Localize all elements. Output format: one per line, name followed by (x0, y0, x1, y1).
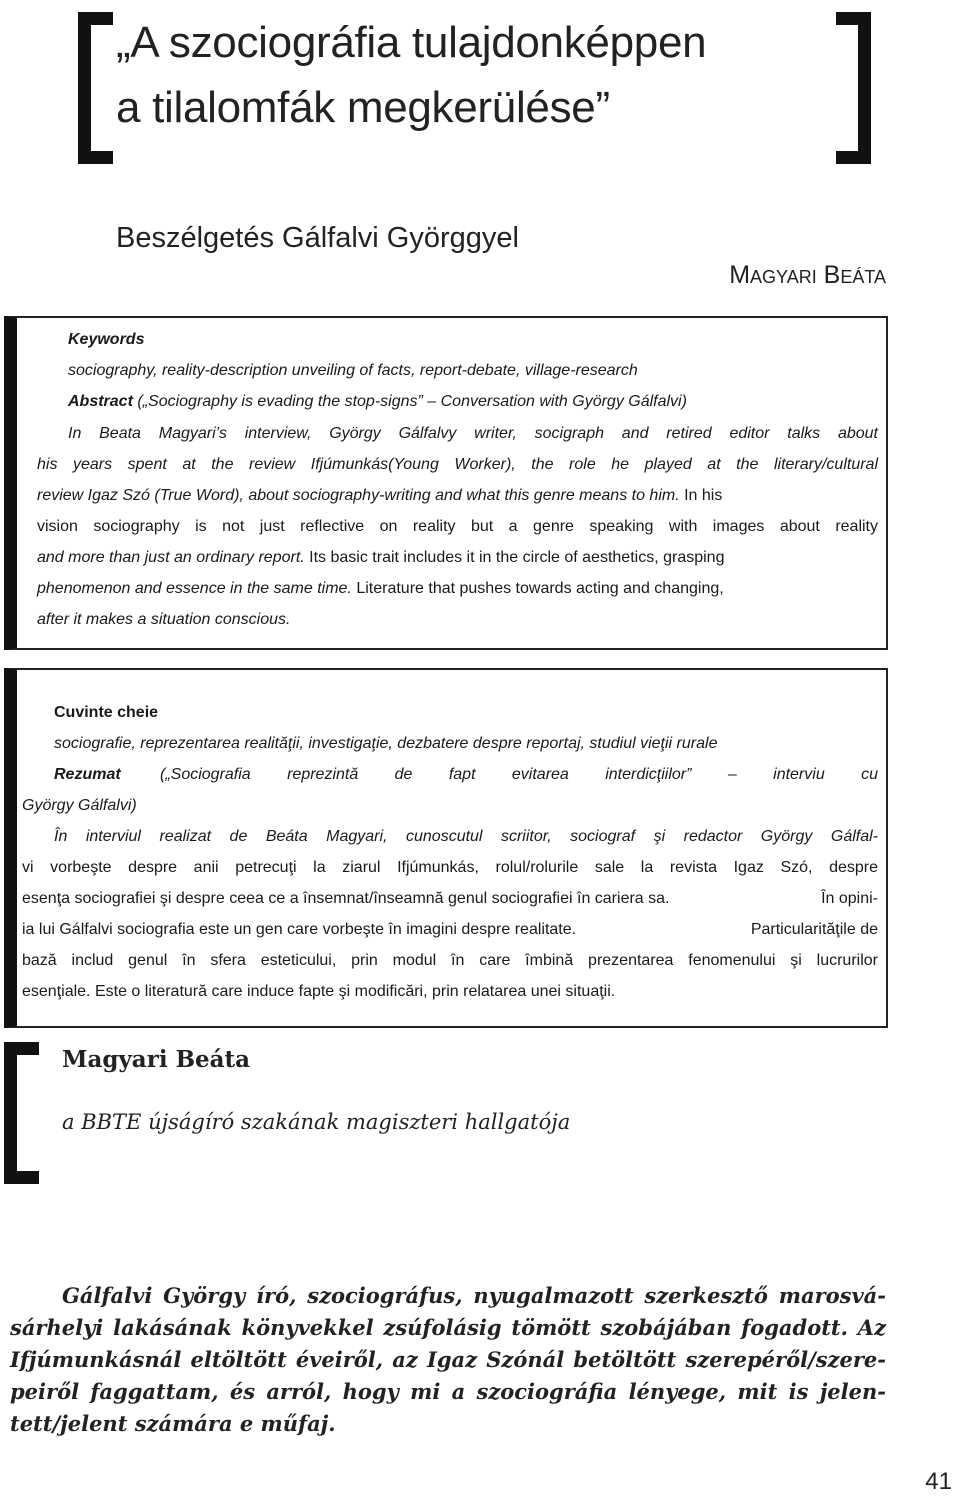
rezumat-line-4b: Particularităţile de (750, 921, 878, 938)
abstract-line-5a: and more than just an ordinary report. (37, 549, 305, 566)
rezumat-line-1: În interviul realizat de Beáta Magyari, cunoscutul scriitor, sociograf şi redactor György Gálfal- (54, 828, 878, 845)
abstract-line-6b: Literature that pushes towards acting and changing, (356, 580, 724, 597)
rezumat-title-line-1: („Sociografia reprezintă de fapt evitarea interdicţiilor” – interviu cu (160, 766, 878, 783)
bio-left-bracket (4, 1042, 39, 1184)
abstract-line-1: In Beata Magyari’s interview, György Gálfalvy writer, socigraph and retired editor talks about (68, 425, 878, 442)
abstract-line-2: his years spent at the review Ifjúmunkás(Young Worker), the role he played at the literary/cultural (37, 456, 878, 473)
rezumat-line-4 (22, 920, 878, 940)
abstract-line-6a: phenomenon and essence in the same time. (37, 580, 352, 597)
title-left-bracket (78, 12, 113, 164)
title-right-bracket (836, 12, 871, 164)
rezumat-line-3a: esenţa sociografiei şi despre ceea ce a însemnat/înseamnă genul sociografiei în cariera sa. (22, 890, 670, 907)
rezumat-line-6b: Este o literatură care induce fapte şi modificări, prin relatarea unei situaţii. (94, 983, 616, 1000)
keywords-label: Keywords (68, 331, 145, 348)
intro-line-4: peiről faggattam, és arról, hogy mi a szociográfia lényege, mit is jelen- (10, 1379, 886, 1404)
article-title-line-2: a tilalomfák megkerülése” (116, 83, 610, 132)
abstract-line-5b: Its basic trait includes it in the circle of aesthetics, grasping (309, 549, 725, 566)
bio-author-name: Magyari Beáta (62, 1046, 251, 1073)
author-name: Magyari Beáta (729, 261, 886, 289)
rezumat-label-bold: Rezumat (54, 766, 121, 783)
rezumat-line-2: vi vorbeşte despre anii petrecuţi la ziarul Ifjúmunkás, rolul/rolurile sale la revista Igaz Szó, despre (22, 859, 878, 876)
abstract-line-5 (37, 548, 724, 568)
abstract-line-4: vision sociography is not just reflective on reality but a genre speaking with images about reality (37, 518, 878, 535)
page-number: 41 (925, 1468, 952, 1495)
intro-line-3: Ifjúmunkásnál eltöltött éveiről, az Igaz Szónál betöltött szerepéről/szere- (10, 1347, 886, 1372)
rezumat-line-6 (22, 982, 615, 1002)
rezumat-line-3 (22, 889, 878, 909)
rezumat-line-5: bază includ genul în sfera esteticului, prin modul în care îmbină prezentarea fenomenului şi lucrurilor (22, 952, 878, 969)
keywords-text: sociography, reality-description unveiling of facts, report-debate, village-research (68, 362, 638, 379)
intro-line-5: tett/jelent számára e műfaj. (10, 1411, 336, 1436)
intro-line-2: sárhelyi lakásának könyvekkel zsúfolásig tömött szobájában fogadott. Az (10, 1315, 886, 1340)
abstract-line-7: after it makes a situation conscious. (37, 611, 291, 628)
intro-line-1: Gálfalvi György író, szociográfus, nyugalmazott szerkesztő marosvá- (62, 1283, 886, 1308)
cuvinte-cheie-text: sociografie, reprezentarea realităţii, investigaţie, dezbatere despre reportaj, studiul vieţii rurale (54, 735, 718, 752)
abstract-label: Abstract (68, 393, 133, 410)
abstract-line-3b: In his (684, 487, 723, 504)
abstract-title: („Sociography is evading the stop-signs” – Conversation with György Gálfalvi) (137, 393, 687, 410)
abstract-line-3 (37, 486, 722, 506)
rezumat-line-3b: În opini- (821, 890, 878, 907)
article-title-line-1: „A szociográfia tulajdonképpen (116, 18, 707, 67)
rezumat-title-line-2: György Gálfalvi) (22, 797, 137, 814)
abstract-line-6 (37, 579, 724, 599)
bio-author-role: a BBTE újságíró szakának magiszteri hallgatója (62, 1110, 571, 1134)
cuvinte-cheie-label: Cuvinte cheie (54, 704, 159, 721)
abstract-heading (68, 392, 687, 412)
rezumat-line-6a: esenţiale. (22, 983, 91, 1000)
article-subtitle: Beszélgetés Gálfalvi Györggyel (116, 222, 519, 254)
rezumat-line-4a: ia lui Gálfalvi sociografia este un gen care vorbeşte în imagini despre realitate. (22, 921, 577, 938)
rezumat-label-text (54, 765, 121, 785)
abstract-line-3a: review Igaz Szó (True Word), about sociography-writing and what this genre means to him. (37, 487, 680, 504)
